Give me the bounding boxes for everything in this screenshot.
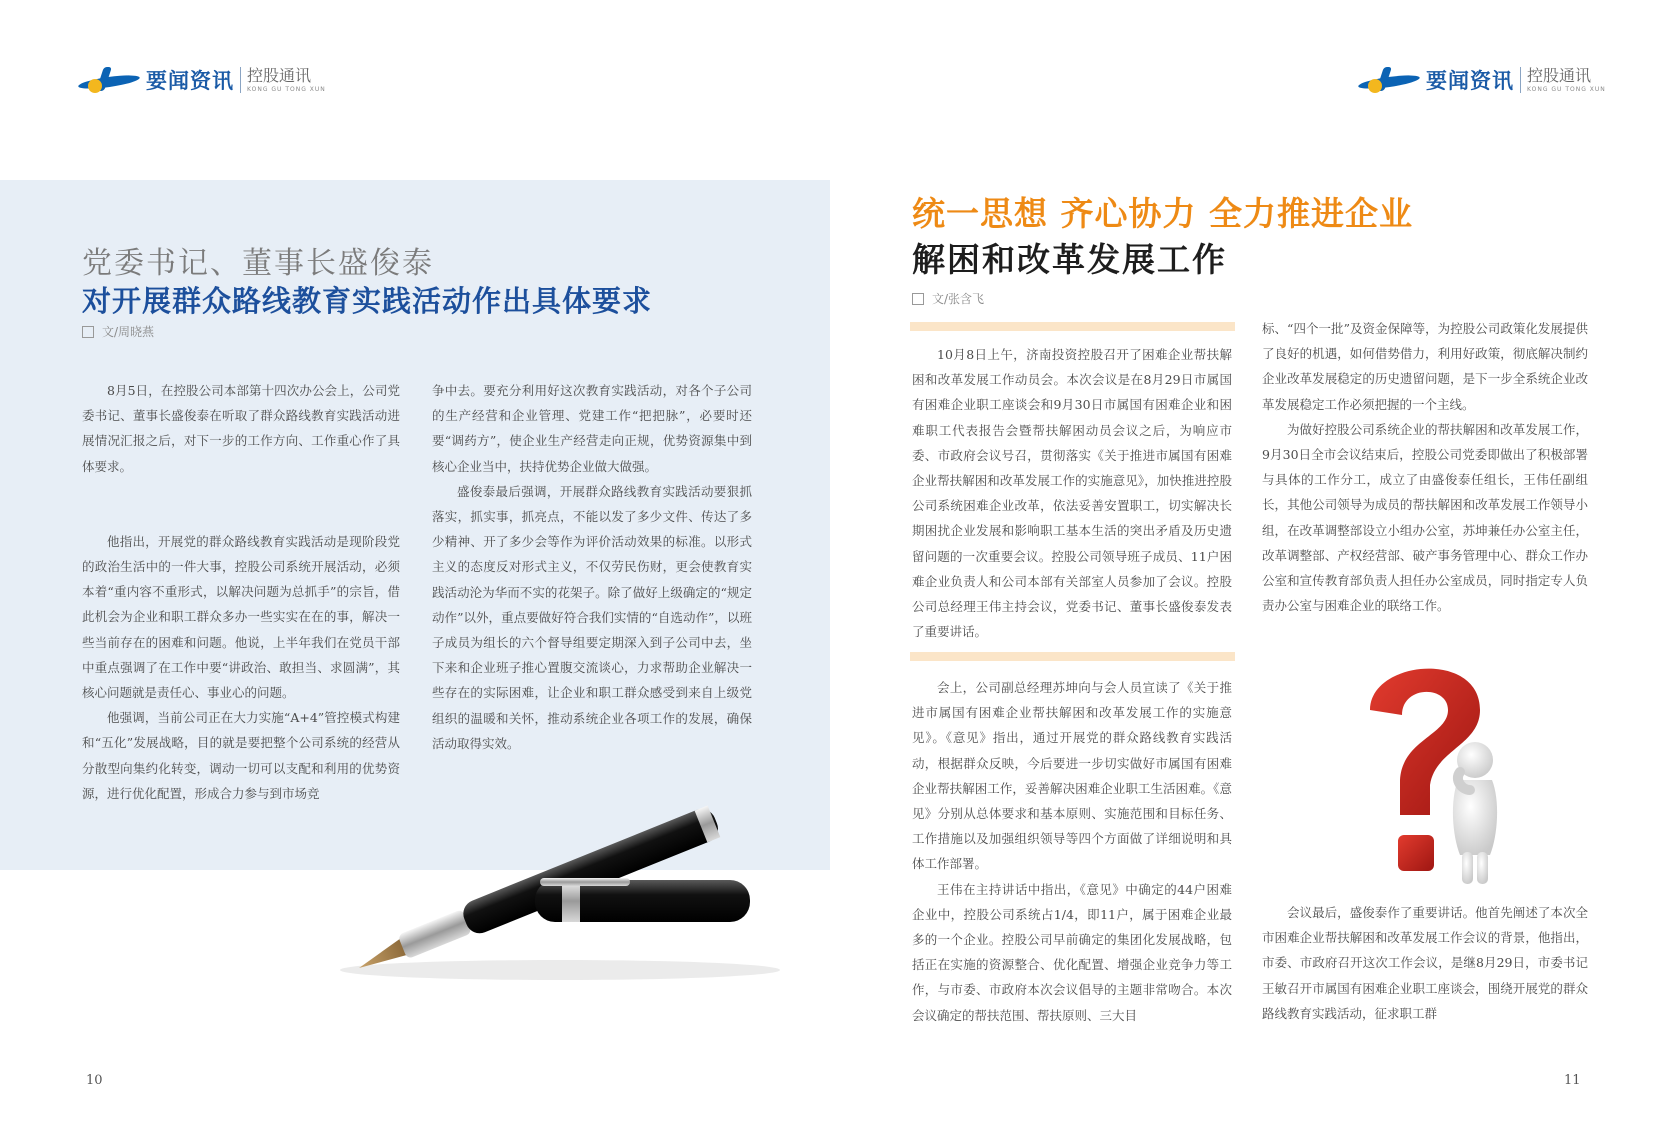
left-title-line1: 党委书记、董事长盛俊泰 bbox=[82, 246, 434, 281]
right-title-line1: 统一思想 齐心协力 全力推进企业 bbox=[912, 194, 1413, 233]
right-title-line2: 解困和改革发展工作 bbox=[912, 240, 1227, 279]
logo-icon bbox=[1358, 65, 1420, 95]
paragraph: 为做好控股公司系统企业的帮扶解困和改革发展工作，9月30日全市会议结束后，控股公司党委即做出了积极部署与具体的工作分工，成立了由盛俊泰任组长，王伟任副组长，其他公司领导为成员的帮扶解困和改革发展工作领导小组，在改革调整部设立小组办公室，苏坤兼任办公室主任，改革调整部、产权经营部、破产事务管理中心、群众工作办公室和宣传教育部负责人担任办公室成员，同时指定专人负责办公室与困难企业的联络工作。 bbox=[1262, 421, 1588, 614]
publication-name: 控股通讯 KONG GU TONG XUN bbox=[247, 65, 326, 93]
checkbox-square-icon bbox=[82, 326, 94, 338]
paragraph: 争中去。要充分利用好这次教育实践活动，对各个子公司的生产经营和企业管理、党建工作“把把脉”，必要时还要“调药方”，使企业生产经营走向正规，优势资源集中到核心企业当中，扶持优势企业做大做强。 bbox=[432, 383, 752, 474]
paragraph: 会上，公司副总经理苏坤向与会人员宣读了《关于推进市属国有困难企业帮扶解困和改革发展工作的实施意见》。《意见》指出，通过开展党的群众路线教育实践活动，根据群众反映，今后要进一步切实做好市属国有困难企业帮扶解困工作，妥善解决困难企业职工生活困难。《意见》分别从总体要求和基本原则、实施范围和目标任务、工作措施以及加强组织领导等四个方面做了详细说明和具体工作部署。 bbox=[912, 680, 1232, 872]
left-header bbox=[78, 62, 326, 98]
paragraph: 王伟在主持讲话中指出，《意见》中确定的44户困难企业中，控股公司系统占1/4，即11户，属于困难企业最多的一个企业。控股公司早前确定的集团化发展战略，包括正在实施的资源整合、优化配置、增强企业竞争力等工作，与市委、市政府本次会议倡导的主题非常吻合。本次会议确定的帮扶范围、帮扶原则、三大目 bbox=[912, 881, 1232, 1023]
page-number-left: 10 bbox=[86, 1073, 103, 1088]
right-byline: 文/张含飞 bbox=[912, 290, 984, 307]
paragraph: 10月8日上午，济南投资控股召开了困难企业帮扶解困和改革发展工作动员会。本次会议是在8月29日市属国有困难企业职工座谈会和9月30日市属国有困难企业和困难职工代表报告会暨帮扶解困动员会议之后，为响应市委、市政府会议号召，贯彻落实《关于推进市属国有困难企业帮扶解困和改革发展工作的实施意见》，加快推进控股公司系统困难企业改革，依法妥善安置职工，切实解决长期困扰企业发展和影响职工基本生活的突出矛盾及历史遗留问题的一次重要会议。控股公司领导班子成员、11户困难企业负责人和公司本部有关部室人员参加了会议。控股公司总经理王伟主持会议，党委书记、董事长盛俊泰发表了重要讲话。 bbox=[912, 347, 1232, 640]
section-title: 要闻资讯 bbox=[146, 69, 234, 93]
right-column-2b bbox=[1262, 900, 1588, 1026]
publication-name: 控股通讯 KONG GU TONG XUN bbox=[1527, 65, 1606, 93]
right-column-1 bbox=[912, 342, 1232, 644]
left-column-1 bbox=[82, 378, 400, 806]
paragraph: 会议最后，盛俊泰作了重要讲话。他首先阐述了本次全市困难企业帮扶解困和改革发展工作会议的背景，他指出，市委、市政府召开这次工作会议，是继8月29日，市委书记王敏召开市属国有困难企业职工座谈会，围绕开展党的群众路线教育实践活动，征求职工群 bbox=[1262, 905, 1588, 1021]
left-byline: 文/周晓燕 bbox=[82, 323, 154, 340]
right-header bbox=[1358, 62, 1606, 98]
fountain-pen-image bbox=[300, 770, 800, 990]
logo-icon bbox=[78, 65, 140, 95]
paragraph: 他指出，开展党的群众路线教育实践活动是现阶段党的政治生活中的一件大事，控股公司系统开展活动，必须本着“重内容不重形式，以解决问题为总抓手”的宗旨，借此机会为企业和职工群众多办一些实实在在的事，解决一些当前存在的困难和问题。他说，上半年我们在党员干部中重点强调了在工作中要“讲政治、敢担当、求圆满”，其核心问题就是责任心、事业心的问题。 bbox=[82, 533, 400, 701]
right-column-1b bbox=[912, 675, 1232, 1028]
paragraph: 盛俊泰最后强调，开展群众路线教育实践活动要狠抓落实，抓实事，抓亮点，不能以发了多少文件、传达了多少精神、开了多少会等作为评价活动效果的标准。以形式主义的态度反对形式主义，不仅劳民伤财，更会使教育实践活动沦为华而不实的花架子。除了做好上级确定的“规定动作”以外，重点要做好符合我们实情的“自选动作”，以班子成员为组长的六个督导组要定期深入到子公司中去，坐下来和企业班子推心置腹交流谈心，力求帮助企业解决一些存在的实际困难，让企业和职工群众感受到来自上级党组织的温暖和关怀，推动系统企业各项工作的发展，确保活动取得实效。 bbox=[432, 483, 752, 751]
left-title-line2: 对开展群众路线教育实践活动作出具体要求 bbox=[82, 284, 653, 318]
section-title: 要闻资讯 bbox=[1426, 69, 1514, 93]
right-column-2 bbox=[1262, 316, 1588, 618]
decorative-stripe bbox=[910, 322, 1235, 331]
checkbox-square-icon bbox=[912, 293, 924, 305]
page-number-right: 11 bbox=[1564, 1073, 1581, 1088]
question-mark-figure-image bbox=[1330, 640, 1530, 895]
paragraph: 他强调，当前公司正在大力实施“A+4”管控模式构建和“五化”发展战略，目的就是要把整个公司系统的经营从分散型向集约化转变，调动一切可以支配和利用的优势资源，进行优化配置，形成合力参与到市场竞 bbox=[82, 710, 400, 801]
decorative-stripe bbox=[910, 652, 1235, 661]
left-column-2 bbox=[432, 378, 752, 756]
paragraph: 标、“四个一批”及资金保障等，为控股公司政策化发展提供了良好的机遇，如何借势借力，利用好政策，彻底解决制约企业改革发展稳定的历史遗留问题，是下一步全系统企业改革发展稳定工作必须把握的一个主线。 bbox=[1262, 321, 1588, 412]
paragraph: 8月5日，在控股公司本部第十四次办公会上，公司党委书记、董事长盛俊泰在听取了群众路线教育实践活动进展情况汇报之后，对下一步的工作方向、工作重心作了具体要求。 bbox=[82, 383, 400, 474]
